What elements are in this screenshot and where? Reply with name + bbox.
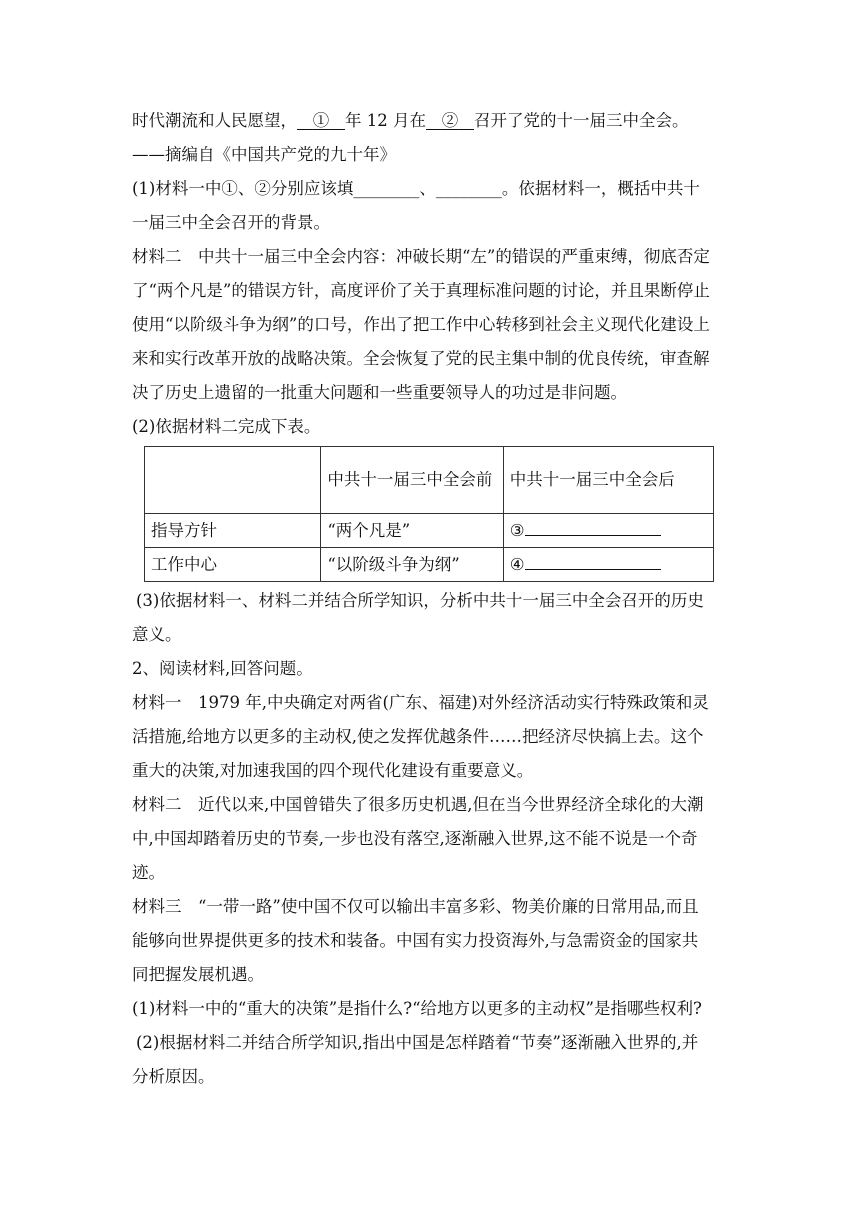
question1-sub3-line2: 意义。 — [132, 625, 182, 644]
q2-material1-line3: 重大的决策,对加速我国的四个现代化建设有重要意义。 — [132, 761, 534, 780]
material2-line4: 来和实行改革开放的战略决策。全会恢复了党的民主集中制的优良传统，审查解 — [132, 349, 710, 368]
table-cell-after[interactable]: ③ — [503, 514, 713, 548]
material1-source: ——摘编自《中国共产党的九十年》 — [132, 145, 396, 164]
document-page — [132, 104, 732, 1094]
q2-material3-line3: 同把握发展机遇。 — [132, 965, 264, 984]
question1-sub1-line2: 一届三中全会召开的背景。 — [132, 213, 330, 232]
material2-line1: 材料二 中共十一届三中全会内容：冲破长期“左”的错误的严重束缚，彻底否定 — [132, 247, 710, 266]
summary-table — [144, 446, 714, 582]
q2-material1-line2: 活措施,给地方以更多的主动权,使之发挥优越条件……把经济尽快搞上去。这个 — [132, 727, 704, 746]
table-row — [145, 548, 714, 582]
material2-line3: 使用“以阶级斗争为纲”的口号，作出了把工作中心转移到社会主义现代化建设上 — [132, 315, 710, 334]
q2-material3-line1: 材料三 “一带一路”使中国不仅可以输出丰富多彩、物美价廉的日常用品,而且 — [132, 897, 699, 916]
table-row — [145, 514, 714, 548]
material2-line2: 了“两个凡是”的错误方针，高度评价了关于真理标准问题的讨论，并且果断停止 — [132, 281, 710, 300]
question1-sub3-line1: (3)依据材料一、材料二并结合所学知识，分析中共十一届三中全会召开的历史 — [136, 591, 704, 610]
table-header-cell: 中共十一届三中全会前 — [321, 447, 503, 514]
answer-blank[interactable] — [525, 515, 661, 536]
blank-1: ① — [312, 111, 330, 130]
question1-sub1-line1: (1)材料一中①、②分别应该填________、________。依据材料一，概括中共十 — [132, 179, 700, 198]
material1-last-line: 时代潮流和人民愿望， ① 年 12 月在 ② 召开了党的十一届三中全会。 — [132, 111, 689, 130]
question1-sub2: (2)依据材料二完成下表。 — [132, 417, 321, 436]
table-cell-after[interactable]: ④ — [503, 548, 713, 582]
q2-sub2-line1: (2)根据材料二并结合所学知识,指出中国是怎样踏着“节奏”逐渐融入世界的,并 — [136, 1033, 699, 1052]
question2-title: 2、阅读材料,回答问题。 — [132, 659, 313, 678]
blank-2: ② — [441, 111, 459, 130]
table-header-cell — [145, 447, 321, 514]
q2-material2-line2: 中,中国却踏着历史的节奏,一步也没有落空,逐渐融入世界,这不能不说是一个奇 — [132, 829, 698, 848]
table-row-label: 工作中心 — [145, 548, 321, 582]
table-row-label: 指导方针 — [145, 514, 321, 548]
answer-blank[interactable] — [525, 549, 661, 570]
q2-material2-line3: 迹。 — [132, 863, 165, 882]
table-cell-before: “两个凡是” — [321, 514, 503, 548]
q2-material2-line1: 材料二 近代以来,中国曾错失了很多历史机遇,但在当今世界经济全球化的大潮 — [132, 795, 704, 814]
table-header-cell: 中共十一届三中全会后 — [503, 447, 713, 514]
table-cell-before: “以阶级斗争为纲” — [321, 548, 503, 582]
material2-line5: 决了历史上遗留的一批重大问题和一些重要领导人的功过是非问题。 — [132, 383, 627, 402]
q2-sub1: (1)材料一中的“重大的决策”是指什么?“给地方以更多的主动权”是指哪些权利? — [132, 999, 702, 1018]
q2-material3-line2: 能够向世界提供更多的技术和装备。中国有实力投资海外,与急需资金的国家共 — [132, 931, 699, 950]
table-header-row — [145, 447, 714, 514]
q2-sub2-line2: 分析原因。 — [132, 1067, 215, 1086]
q2-material1-line1: 材料一 1979 年,中央确定对两省(广东、福建)对外经济活动实行特殊政策和灵 — [132, 693, 709, 712]
